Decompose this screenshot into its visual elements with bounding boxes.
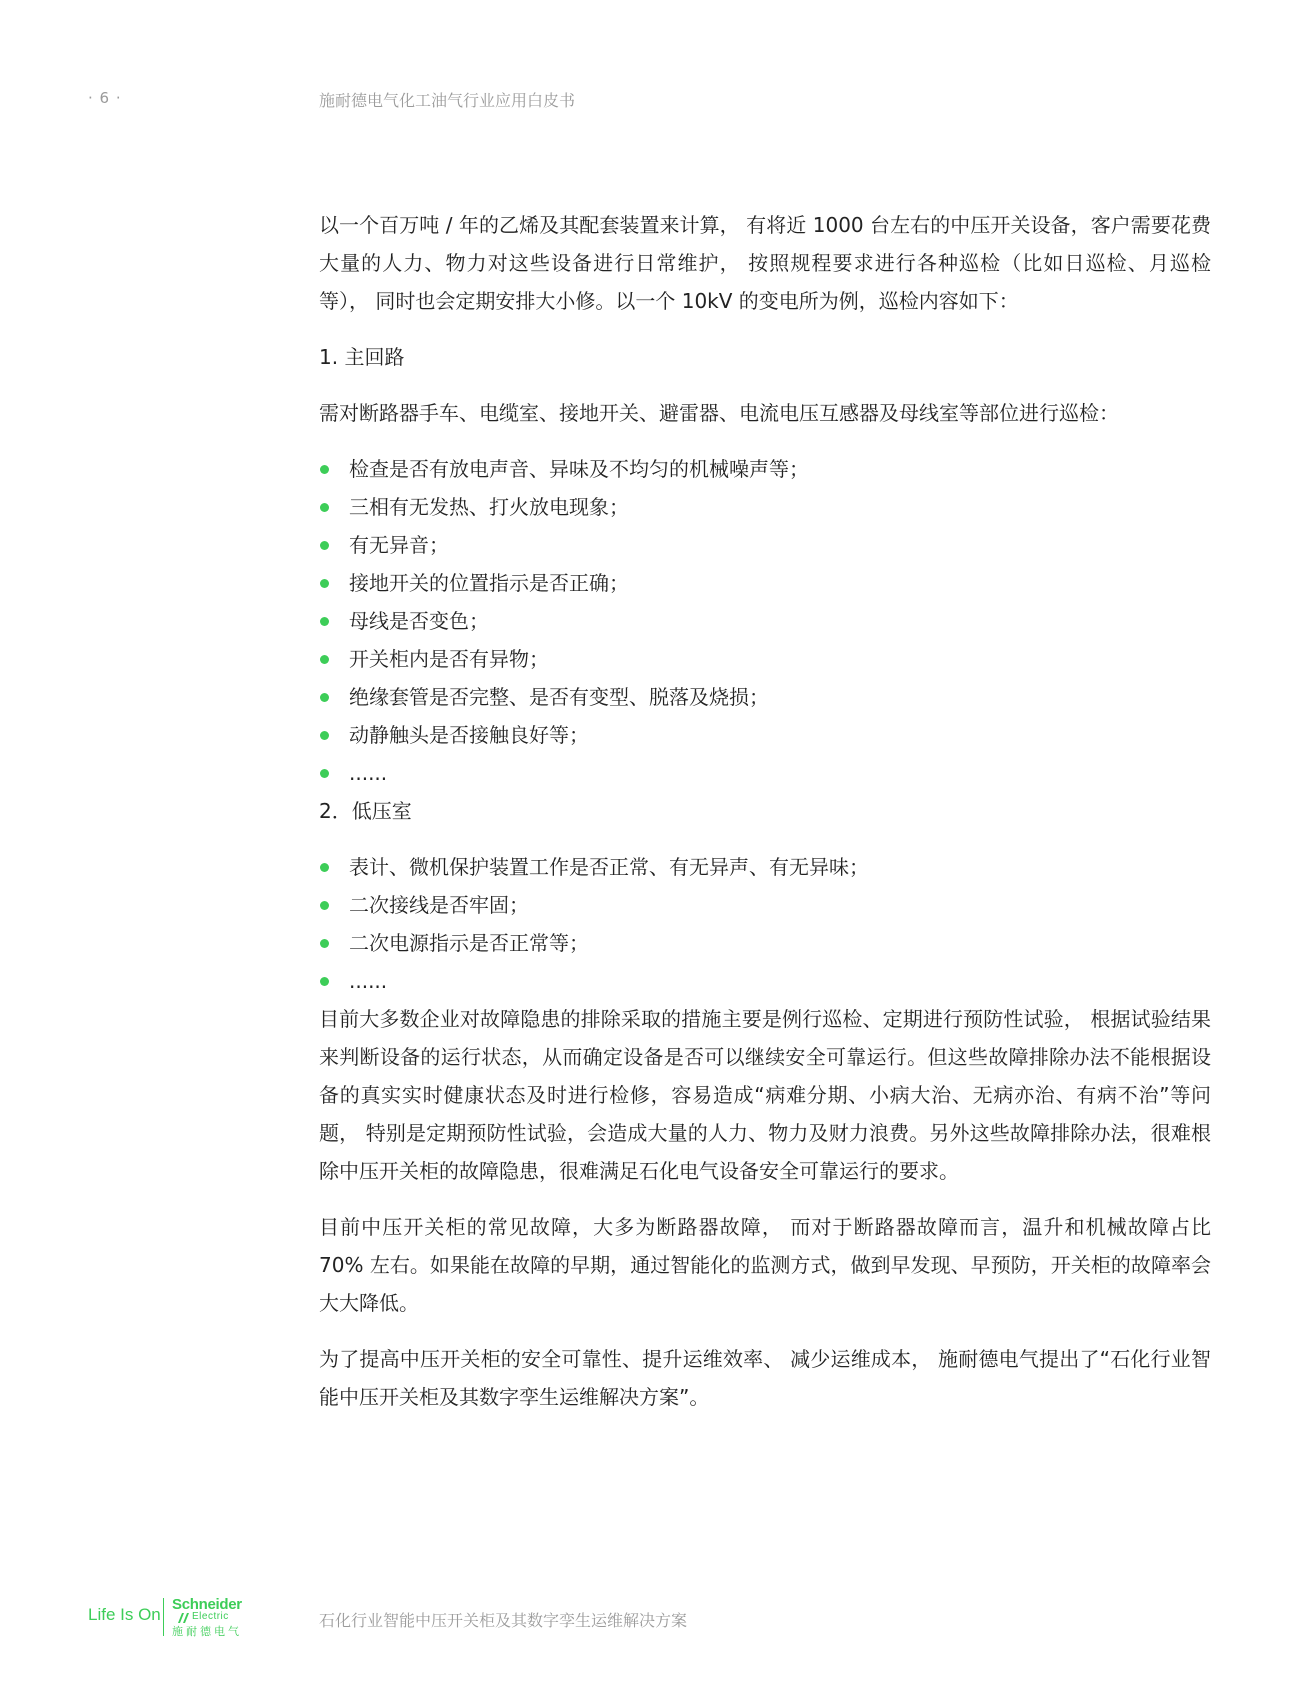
list-item	[319, 962, 1211, 1000]
bullet-dot-icon	[320, 655, 329, 664]
list-item-text: 有无异音；	[349, 533, 449, 557]
intro-paragraph: 以一个百万吨 / 年的乙烯及其配套装置来计算， 有将近 1000 台左右的中压开关设备，客户需要花费大量的人力、物力对这些设备进行日常维护， 按照规程要求进行各种巡检（比如日巡检、月巡检等）， 同时也会定期安排大小修。以一个 10kV 的变电所为例，巡检内容如下：	[319, 213, 1211, 313]
body-paragraph-1: 目前大多数企业对故障隐患的排除采取的措施主要是例行巡检、定期进行预防性试验， 根据试验结果来判断设备的运行状态，从而确定设备是否可以继续安全可靠运行。但这些故障排除办法不能根据设备的真实实时健康状态及时进行检修，容易造成“病难分期、小病大治、无病亦治、有病不治”等问题， 特别是定期预防性试验，会造成大量的人力、物力及财力浪费。另外这些故障排除办法，很难根除中压开关柜的故障隐患，很难满足石化电气设备安全可靠运行的要求。	[319, 1007, 1211, 1183]
list-item-text: 接地开关的位置指示是否正确；	[349, 571, 629, 595]
bullet-dot-icon	[320, 977, 329, 986]
list-item	[319, 450, 1211, 488]
bullet-dot-icon	[320, 541, 329, 550]
footer-divider	[163, 1598, 164, 1636]
list-item-text: 动静触头是否接触良好等；	[349, 723, 589, 747]
list-item-text: 开关柜内是否有异物；	[349, 647, 549, 671]
logo-name: Schneider	[172, 1596, 242, 1613]
list-item	[319, 526, 1211, 564]
section2-heading: 2．低压室	[319, 799, 412, 823]
list-item	[319, 602, 1211, 640]
logo-chinese-name: 施耐德电气	[172, 1625, 242, 1638]
list-item-text: 二次电源指示是否正常等；	[349, 931, 589, 955]
bullet-dot-icon	[320, 693, 329, 702]
bullet-dot-icon	[320, 769, 329, 778]
list-item-text: 表计、微机保护装置工作是否正常、有无异声、有无异味；	[349, 855, 869, 879]
list-item	[319, 924, 1211, 962]
life-is-on-tagline: Life Is On	[88, 1605, 161, 1624]
body-paragraph-2: 目前中压开关柜的常见故障，大多为断路器故障， 而对于断路器故障而言，温升和机械故障占比 70% 左右。如果能在故障的早期，通过智能化的监测方式，做到早发现、早预防，开关柜的故障率会大大降低。	[319, 1215, 1211, 1315]
list-item	[319, 716, 1211, 754]
section1-heading: 1. 主回路	[319, 345, 405, 369]
list-item-text: 母线是否变色；	[349, 609, 489, 633]
list-item	[319, 564, 1211, 602]
list-item	[319, 640, 1211, 678]
footer-document-title: 石化行业智能中压开关柜及其数字孪生运维解决方案	[319, 1611, 688, 1630]
body-paragraph-3: 为了提高中压开关柜的安全可靠性、提升运维效率、 减少运维成本， 施耐德电气提出了“石化行业智能中压开关柜及其数字孪生运维解决方案”。	[319, 1347, 1211, 1409]
bullet-dot-icon	[320, 731, 329, 740]
schneider-logo	[172, 1596, 252, 1640]
list-item	[319, 488, 1211, 526]
bullet-dot-icon	[320, 863, 329, 872]
list-item	[319, 886, 1211, 924]
list-item-text: 检查是否有放电声音、异味及不均匀的机械噪声等；	[349, 457, 809, 481]
list-item-text: 绝缘套管是否完整、是否有变型、脱落及烧损；	[349, 685, 769, 709]
logo-subtitle: Electric	[192, 1611, 229, 1622]
section2-list	[319, 848, 1211, 1000]
list-item	[319, 754, 1211, 792]
list-item-text: 三相有无发热、打火放电现象；	[349, 495, 629, 519]
bullet-dot-icon	[320, 503, 329, 512]
running-header-title: 施耐德电气化工油气行业应用白皮书	[319, 91, 576, 110]
bullet-dot-icon	[320, 579, 329, 588]
list-item	[319, 848, 1211, 886]
bullet-dot-icon	[320, 617, 329, 626]
bullet-dot-icon	[320, 939, 329, 948]
page-number: · 6 ·	[88, 89, 122, 107]
list-item-text: 二次接线是否牢固；	[349, 893, 529, 917]
main-content	[319, 206, 1211, 1434]
section1-lead: 需对断路器手车、电缆室、接地开关、避雷器、电流电压互感器及母线室等部位进行巡检：	[319, 401, 1119, 425]
bullet-dot-icon	[320, 465, 329, 474]
bullet-dot-icon	[320, 901, 329, 910]
list-item	[319, 678, 1211, 716]
list-item-text: ......	[349, 969, 388, 993]
list-item-text: ......	[349, 761, 388, 785]
section1-list	[319, 450, 1211, 792]
